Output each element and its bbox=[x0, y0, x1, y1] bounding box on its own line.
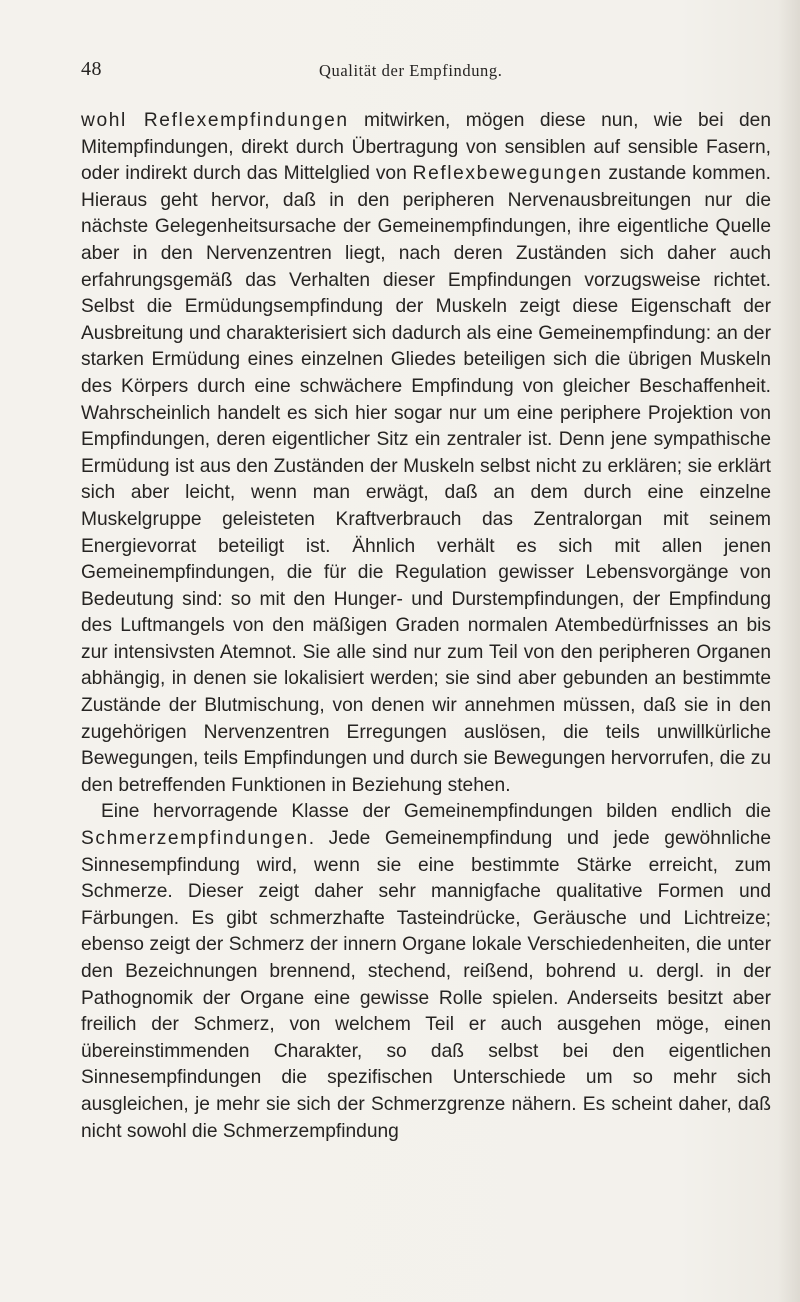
paragraph-1 bbox=[81, 108, 771, 799]
emphasized-term: Reflexbewegungen bbox=[412, 163, 603, 185]
page-number: 48 bbox=[81, 58, 102, 80]
text-segment: mitwirken, mögen diese nun, wie bei den Mitempfindungen, direkt durch Übertragung von sensiblen auf sensible Fasern, oder indirekt durch das Mittelglied von bbox=[81, 110, 771, 185]
body-text bbox=[81, 108, 771, 1145]
emphasized-term: Schmerzempfindungen bbox=[81, 828, 309, 850]
text-segment: zustande kommen. Hieraus geht hervor, daß in den peripheren Nervenausbreitungen nur die nächste Gelegenheitsursache der Gemeinempfindungen, ihre eigentliche Quelle aber in den Nervenzentren liegt, nach deren Zuständen sich daher auch erfahrungsgemäß das Verhalten dieser Empfindungen vorzugsweise richtet. Selbst die Ermüdungsempfindung der Muskeln zeigt diese Eigenschaft der Ausbreitung und charakterisiert sich dadurch als eine Gemeinempfindung: an der starken Ermüdung eines einzelnen Gliedes beteiligen sich die übrigen Muskeln des Körpers durch eine schwächere Empfindung von gleicher Beschaffenheit. Wahrscheinlich handelt es sich hier sogar nur um eine periphere Projektion von Empfindungen, deren eigentlicher Sitz ein zentraler ist. Denn jene sympathische Ermüdung ist aus den Zuständen der Muskeln selbst nicht zu erklären; sie erklärt sich aber leicht, wenn man erwägt, daß an dem durch eine einzelne Muskelgruppe geleisteten Kraftverbrauch das Zentralorgan mit seinem Energievorrat beteiligt ist. Ähnlich verhält es sich mit allen jenen Gemeinempfindungen, die für die Regulation gewisser Lebensvorgänge von Bedeutung sind: so mit den Hunger- und Durstempfindungen, der Empfindung des Luftmangels von den mäßigen Graden normalen Atembedürfnisses an bis zur intensivsten Atemnot. Sie alle sind nur zum Teil von den peripheren Organen abhängig, in denen sie lokalisiert werden; sie sind aber gebunden an bestimmte Zustände der Blutmischung, von denen wir annehmen müssen, daß sie in den zugehörigen Nervenzentren Erregungen auslösen, die teils unwillkürliche Bewegungen, teils Empfindungen und durch sie Bewegungen hervorrufen, die zu den betreffenden Funktionen in Beziehung stehen. bbox=[81, 163, 771, 796]
emphasized-term: wohl Reflexempfindungen bbox=[81, 110, 349, 131]
running-title: Qualität der Empfindung. bbox=[319, 61, 503, 80]
paragraph-2 bbox=[81, 799, 771, 1145]
page-edge-shadow bbox=[778, 0, 800, 1302]
page-header bbox=[0, 52, 800, 88]
text-segment: . Jede Gemeinempfindung und jede gewöhnliche Sinnesempfindung wird, wenn sie eine bestimmte Stärke erreicht, zum Schmerze. Dieser zeigt daher sehr mannigfache qualitative Formen und Färbungen. Es gibt schmerzhafte Tasteindrücke, Geräusche und Lichtreize; ebenso zeigt der Schmerz der innern Organe lokale Verschiedenheiten, die unter den Bezeichnungen brennend, stechend, reißend, bohrend u. dergl. in der Pathognomik der Organe eine gewisse Rolle spielen. Anderseits besitzt aber freilich der Schmerz, von welchem Teil er auch ausgehen möge, einen übereinstimmenden Charakter, so daß selbst bei den eigentlichen Sinnesempfindungen die spezifischen Unterschiede um so mehr sich ausgleichen, je mehr sie sich der Schmerzgrenze nähern. Es scheint daher, daß nicht sowohl die Schmerzempfindung bbox=[81, 828, 771, 1142]
text-segment: Eine hervorragende Klasse der Gemeinempfindungen bilden endlich die bbox=[101, 801, 771, 823]
